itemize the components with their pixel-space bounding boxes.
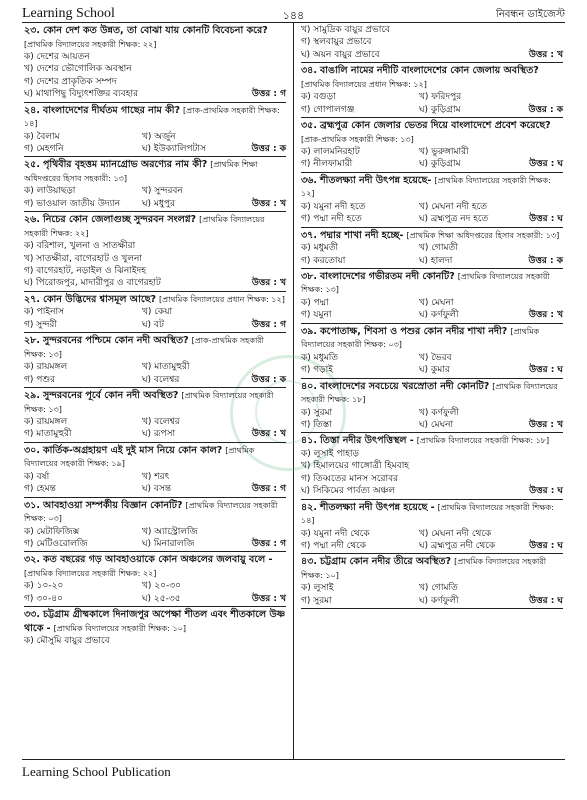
question-number: ৩৮. <box>301 270 317 282</box>
question-source: [প্রাথমিক বিদ্যালয়ের সহকারী শিক্ষক: ২২] <box>24 215 265 238</box>
answer-label: উত্তর : খ <box>528 49 563 60</box>
page-header <box>22 6 565 20</box>
option-row <box>24 143 286 155</box>
option-row <box>301 460 563 472</box>
option-row <box>301 297 563 309</box>
question-source: [প্রাথমিক বিদ্যালয়ের প্রধান শিক্ষক: ১২] <box>159 294 285 304</box>
option: ক) বরিশাল, খুলনা ও সাতক্ষীরা <box>24 241 136 252</box>
option-row <box>24 253 286 265</box>
question-stem: চট্টগ্রাম কোন নদীর তীরে অবস্থিত? <box>319 556 452 568</box>
question-block <box>301 119 563 173</box>
question-block <box>301 380 563 434</box>
option: ক) মধুমতি <box>301 352 339 363</box>
option: খ) ভৈরব <box>419 352 452 363</box>
option: ঘ) বট <box>142 319 164 330</box>
question-separator <box>301 432 563 433</box>
question-source: [প্রাথমিক বিদ্যালয়ের সহকারী শিক্ষক: ১৯] <box>24 445 255 469</box>
option: খ) ২০-৩০ <box>142 581 181 592</box>
option-row <box>24 635 286 647</box>
answer-label: উত্তর : খ <box>251 593 286 604</box>
option: ঘ) কুড়িগ্রাম <box>419 104 461 115</box>
question-stem: ব্রহ্মপুত্র কোন জেলার ভেতর দিয়ে বাংলাদেশে প্রবেশ করেছে? <box>319 120 551 132</box>
question-text <box>24 158 286 185</box>
question-stem: কোন দেশ কত উন্নত, তা বোঝা যায় কোনটি বিবেচনা করে? <box>43 25 268 36</box>
question-text <box>301 270 563 297</box>
option-row <box>24 593 286 605</box>
option: ক) মেটাফিজিক্স <box>24 526 80 537</box>
question-block <box>24 389 286 443</box>
option-row <box>301 528 563 540</box>
question-text <box>24 499 286 526</box>
page-footer: Learning School Publication <box>22 764 171 779</box>
option-row <box>24 471 286 483</box>
option: খ) সাতক্ষীরা, বাগেরহাট ও খুলনা <box>24 253 143 264</box>
question-source: [প্রাথমিক বিদ্যালয়ের সহকারী শিক্ষক: ১৩] <box>301 271 550 295</box>
option: গ) যমুনা <box>301 310 332 321</box>
option: খ) দেশের ভৌগোলিক অবস্থান <box>24 64 132 75</box>
question-text <box>301 325 563 352</box>
question-text <box>301 174 563 201</box>
question-block <box>24 334 286 388</box>
question-number: ৪১. <box>301 435 317 447</box>
option-row <box>24 526 286 538</box>
option: গ) সুরমা <box>301 595 332 606</box>
question-separator <box>24 156 286 157</box>
question-stem: কপোতাক্ষ, শিবসা ও পশুর কোন নদীর শাখা নদী? <box>319 325 508 337</box>
question-block <box>301 325 563 379</box>
answer-label: উত্তর : ঘ <box>529 214 563 225</box>
option: ক) যমুনা নদী হতে <box>301 201 366 212</box>
question-block <box>24 608 286 647</box>
option: গ) মেহগনি <box>24 144 64 155</box>
question-source: [প্রাথমিক বিদ্যালয়ের সহকারী শিক্ষক: ২২] <box>24 568 157 578</box>
option: ক) সুরমা <box>301 407 333 418</box>
question-text <box>301 380 563 407</box>
question-stem: বাংলাদেশের গভীরতম নদী কোনটি? <box>319 270 455 282</box>
question-stem: পদ্মার শাখা নদী হচ্ছে- <box>320 229 404 241</box>
question-number: ৪২. <box>301 501 317 513</box>
question-stem: কত বছরের গড় আবহাওয়াকে কোন অঞ্চলের জলবায়ু বলে - <box>43 554 273 566</box>
question-block <box>301 434 563 499</box>
answer-label: উত্তর : ক <box>528 255 563 266</box>
option: খ) মেঘনা <box>419 297 454 308</box>
option: ক) ১০-২০ <box>24 581 64 592</box>
question-separator <box>301 499 563 500</box>
question-number: ৩৫. <box>301 120 317 132</box>
question-source: [প্রাক-প্রাথমিক সহকারী শিক্ষক: ১৩] <box>301 134 414 144</box>
option: গ) পদ্মা নদী থেকে <box>301 540 367 551</box>
option-row <box>301 595 563 607</box>
answer-label: উত্তর : ক <box>528 104 563 115</box>
option: গ) বাগেরহাট, নড়াইল ও ঝিনাইদহ <box>24 266 146 277</box>
answer-label: উত্তর : ঘ <box>529 540 563 551</box>
question-block <box>301 229 563 269</box>
question-separator <box>24 102 286 103</box>
option: ঘ) ২৫-৩৫ <box>142 593 181 604</box>
option: খ) অ্যাস্ট্রোলজি <box>142 526 198 537</box>
option-row <box>24 374 286 386</box>
option: গ) পদ্মা নদী হতে <box>301 214 362 225</box>
option-row <box>301 255 563 267</box>
answer-label: উত্তর : ক <box>251 374 286 385</box>
answer-label: উত্তর : গ <box>251 539 286 550</box>
answer-label: উত্তর : ঘ <box>529 486 563 497</box>
question-separator <box>24 551 286 552</box>
option: ঘ) রূপসা <box>142 429 176 440</box>
option: খ) মেঘনা নদী হতে <box>419 201 487 212</box>
option-row <box>24 131 286 143</box>
question-separator <box>24 291 286 292</box>
option-row <box>301 91 563 103</box>
option-row <box>24 319 286 331</box>
answer-label: উত্তর : গ <box>251 484 286 495</box>
option: ক) লালমনিরহাট <box>301 147 360 158</box>
question-number: ২৪. <box>24 104 40 116</box>
question-block <box>24 213 286 292</box>
question-number: ২৮. <box>24 335 40 347</box>
question-stem: কোন উদ্ভিদের শ্বাসমূল আছে? <box>43 293 156 305</box>
question-text <box>24 24 286 51</box>
question-separator <box>301 62 563 63</box>
question-text <box>24 334 286 361</box>
question-source: [প্রাথমিক বিদ্যালয়ের সহকারী শিক্ষক: ১৮] <box>301 381 558 405</box>
option-row <box>301 582 563 594</box>
option: গ) পশুর <box>24 374 56 385</box>
option: ক) বগুড়া <box>301 92 336 103</box>
question-text <box>301 64 563 91</box>
option: ক) মধুমতী <box>301 243 339 254</box>
question-number: ২৭. <box>24 293 40 305</box>
question-source: [প্রাথমিক বিদ্যালয়ের সহকারী শিক্ষক: ১০] <box>301 557 547 580</box>
answer-label: উত্তর : খ <box>528 310 563 321</box>
option: ঘ) কুড়িগ্রাম <box>419 159 461 170</box>
question-text <box>301 119 563 146</box>
option: খ) অর্জুন <box>142 131 176 142</box>
option-row <box>24 198 286 210</box>
option-row <box>301 448 563 460</box>
option: গ) মাতামুহুরী <box>24 429 72 440</box>
question-block <box>24 444 286 498</box>
option: ক) রায়মঙ্গল <box>24 362 68 373</box>
question-separator <box>24 442 286 443</box>
question-source: [প্রাথমিক বিদ্যালয়ের সহকারী শিক্ষক: ২২] <box>24 39 157 49</box>
answer-label: উত্তর : খ <box>251 429 286 440</box>
option: ঘ) কুমার <box>419 365 450 376</box>
option: ক) লাউয়াছড়া <box>24 186 76 197</box>
option: ক) বর্ষা <box>24 471 50 482</box>
header-left: Learning School <box>22 6 115 21</box>
answer-label: উত্তর : গ <box>251 89 286 100</box>
option-row <box>301 213 563 225</box>
question-stem: বাঙালি নামের নদীটি বাংলাদেশের কোন জেলায় অবস্থিত? <box>319 65 539 77</box>
option-row <box>24 240 286 252</box>
question-source: [প্রাক-প্রাথমিক সহকারী শিক্ষক: ১৪] <box>24 105 280 129</box>
option: ঘ) কর্ণফুলী <box>419 595 459 606</box>
question-block <box>24 553 286 607</box>
option: গ) ভাওয়াল জাতীয় উদ্যান <box>24 198 121 209</box>
option: খ) মাতামুহুরী <box>142 362 190 373</box>
option: ক) লুসাই পাহাড় <box>301 448 359 459</box>
option: গ) গোপালগঞ্জ <box>301 104 355 115</box>
footer-rule <box>22 759 565 760</box>
question-separator <box>301 323 563 324</box>
option-row <box>24 277 286 289</box>
question-number: ৩৬. <box>301 174 317 186</box>
option-row <box>24 306 286 318</box>
header-right: নিবন্ধন ডাইজেস্ট <box>496 9 565 20</box>
question-block <box>301 174 563 228</box>
option: ঘ) মধুপুর <box>142 198 176 209</box>
question-text <box>24 104 286 131</box>
question-block <box>24 24 286 103</box>
question-block <box>301 270 563 324</box>
question-source: [প্রাথমিক বিদ্যালয়ের প্রধান শিক্ষক: ১২] <box>301 79 427 89</box>
question-text <box>301 434 563 448</box>
question-source: [প্রাক-প্রাথমিক সহকারী শিক্ষক: ১৩] <box>24 336 264 359</box>
option: খ) সামুদ্রিক বায়ুর প্রভাবে <box>301 25 390 35</box>
answer-label: উত্তর : খ <box>251 278 286 289</box>
question-block <box>301 64 563 118</box>
option: খ) সুন্দরবন <box>142 186 183 197</box>
option: ঘ) অয়ন বায়ুর প্রভাবে <box>301 49 380 60</box>
question-stem: পৃথিবীর বৃহত্তম ম্যানগ্রোভ অরণ্যের নাম কী? <box>42 159 208 171</box>
question-block <box>24 158 286 212</box>
option: গ) স্থলবায়ুর প্রভাবে <box>301 37 372 48</box>
question-text <box>24 553 286 580</box>
option-row <box>24 51 286 63</box>
option-row <box>24 361 286 373</box>
question-source: [প্রাথমিক বিদ্যালয়ের সহকারী শিক্ষক: ১৮] <box>416 436 550 446</box>
option-row <box>301 49 563 61</box>
option: ঘ) কর্ণফুলী <box>419 310 459 321</box>
answer-label: উত্তর : ঘ <box>529 159 563 170</box>
question-text <box>301 501 563 528</box>
question-stem: সুন্দরবনের পূর্বে কোন নদী অবস্থিত? <box>42 390 179 401</box>
option: ক) দেশের আয়তন <box>24 52 90 62</box>
right-column <box>301 24 563 610</box>
option: গ) গড়াই <box>301 365 333 376</box>
question-stem: শীতলক্ষ্যা নদী উৎপন্ন হয়েছে - <box>319 501 435 513</box>
option: খ) গোমতী <box>419 243 458 254</box>
question-block <box>24 499 286 553</box>
option: ক) মৌসুমি বায়ুর প্রভাবে <box>24 636 110 647</box>
question-source: [প্রাথমিক বিদ্যালয়ের সহকারী শিক্ষক: ১২] <box>301 175 551 199</box>
option-row <box>301 540 563 552</box>
answer-label: উত্তর : গ <box>251 319 286 330</box>
question-block <box>24 104 286 158</box>
continued-options <box>301 24 563 63</box>
answer-label: উত্তর : খ <box>528 420 563 430</box>
question-number: ৩১. <box>24 499 40 511</box>
option: ক) পাইনাস <box>24 307 64 318</box>
question-separator <box>301 268 563 269</box>
option-row <box>301 201 563 213</box>
question-number: ৩৩. <box>24 609 40 621</box>
option-row <box>24 265 286 277</box>
question-stem: নিচের কোন জেলাগুচ্ছ সুন্দরবন সংলগ্ন? <box>43 214 197 226</box>
option: গ) দেশের প্রাকৃতিক সম্পদ <box>24 76 117 87</box>
question-source: [প্রাথমিক শিক্ষা অধিদপ্তরের হিসাব সহকারী: ১৩] <box>24 160 258 183</box>
question-stem: বাংলাদেশের দীর্ঘতম গাছের নাম কী? <box>42 104 180 116</box>
option-row <box>24 580 286 592</box>
option-row <box>301 407 563 419</box>
option-row <box>301 104 563 116</box>
option-row <box>301 146 563 158</box>
question-stem: সুন্দরবনের পশ্চিমে কোন নদী অবস্থিত? <box>42 335 189 347</box>
question-separator <box>301 608 563 609</box>
option-row <box>301 419 563 431</box>
option: ঘ) পিরোজপুর, মাদারীপুর ও বাগেরহাট <box>24 278 161 289</box>
option-row <box>301 24 563 36</box>
left-column <box>24 24 286 648</box>
question-source: [প্রাথমিক বিদ্যালয়ের সহকারী শিক্ষক: ১৪] <box>301 502 554 526</box>
option: খ) শরৎ <box>142 471 170 482</box>
option-row <box>24 76 286 88</box>
question-stem: আবহাওয়া সম্পর্কীয় বিজ্ঞান কোনটি? <box>42 499 183 511</box>
question-stem: কার্তিক-অগ্রহায়ণ এই দুই মাস নিয়ে কোন কাল? <box>43 444 223 456</box>
option: খ) ভুরুঙ্গামারী <box>419 147 469 158</box>
question-number: ৩০. <box>24 444 40 456</box>
question-source: [প্রাথমিক বিদ্যালয়ের সহকারী শিক্ষক: ১৩] <box>24 391 274 414</box>
question-number: ৪৩. <box>301 556 317 568</box>
question-separator <box>301 553 563 554</box>
option-row <box>24 63 286 75</box>
question-separator <box>301 172 563 173</box>
option-row <box>301 158 563 170</box>
option-row <box>24 538 286 550</box>
option: খ) গোমতি <box>419 583 458 594</box>
option-row <box>301 352 563 364</box>
question-text <box>301 555 563 582</box>
page-number: ১৪৪ <box>282 9 305 22</box>
option-row <box>24 185 286 197</box>
answer-label: উত্তর : ঘ <box>529 365 563 376</box>
question-text <box>301 229 563 243</box>
question-source: [প্রাথমিক বিদ্যালয়ের সহকারী শিক্ষক: ০৩] <box>24 500 278 524</box>
option: ঘ) বলেশ্বর <box>142 374 180 385</box>
question-stem: শীতলক্ষ্যা নদী উৎপন্ন হয়েছে- <box>320 174 432 186</box>
option: খ) বলেশ্বর <box>142 417 180 427</box>
option: ক) পদ্মা <box>301 297 329 308</box>
option: খ) কর্ণফুলী <box>419 407 459 418</box>
option: ক) বৈলাম <box>24 131 60 142</box>
option-row <box>301 36 563 48</box>
option: ঘ) হালদা <box>419 255 453 266</box>
question-separator <box>301 117 563 118</box>
option: গ) করতোয়া <box>301 255 346 266</box>
option: গ) নীলফামারী <box>301 159 353 170</box>
question-stem: বাংলাদেশের সবচেয়ে খরস্রোতা নদী কোনটি? <box>319 380 490 392</box>
question-separator <box>301 378 563 379</box>
option-row <box>24 88 286 100</box>
option-row <box>301 364 563 376</box>
question-separator <box>301 227 563 228</box>
answer-label: উত্তর : খ <box>251 198 286 209</box>
question-separator <box>24 332 286 333</box>
question-stem: চট্টগ্রাম গ্রীষ্মকালে দিনাজপুর অপেক্ষা শীতল এবং শীতকালে উষ্ণ থাকে - <box>24 609 286 634</box>
option: গ) মেটিওরোলজি <box>24 539 88 550</box>
question-text <box>24 213 286 240</box>
question-separator <box>24 387 286 388</box>
question-stem: তিস্তা নদীর উৎপত্তিস্থল - <box>319 435 414 447</box>
question-separator <box>24 606 286 607</box>
option: ক) লুসাই <box>301 583 334 594</box>
question-text <box>24 444 286 471</box>
question-number: ৩২. <box>24 554 40 566</box>
option: ঘ) ব্রহ্মপুত্র নদী থেকে <box>419 540 496 551</box>
option: গ) হেমন্ত <box>24 484 56 495</box>
question-block <box>301 555 563 609</box>
option: ঘ) মেঘনা <box>419 420 454 430</box>
option: খ) মেঘনা নদী থেকে <box>419 528 492 539</box>
option: গ) তিব্বতের মানস সরোবর <box>301 473 399 484</box>
option: ঘ) ব্রহ্মপুত্র নদ হতে <box>419 214 489 225</box>
option: ঘ) মাথাপিছু বিদ্যুৎশক্তির ব্যবহার <box>24 89 139 100</box>
question-block <box>301 501 563 555</box>
option: খ) কেয়া <box>142 307 173 318</box>
option: ঘ) মিনারালজি <box>142 539 195 550</box>
option: খ) ফরিদপুর <box>419 92 462 103</box>
option-row <box>301 473 563 485</box>
option: ঘ) ইউক্যালিপটাস <box>142 144 206 155</box>
option-row <box>301 242 563 254</box>
question-number: ২৯. <box>24 390 40 401</box>
option-row <box>24 428 286 440</box>
question-number: ৪০. <box>301 380 317 392</box>
option-row <box>24 416 286 428</box>
question-text <box>24 389 286 416</box>
question-number: ২৫. <box>24 159 40 171</box>
question-text <box>24 608 286 635</box>
answer-label: উত্তর : ক <box>251 144 286 155</box>
question-number: ২৬. <box>24 214 40 226</box>
option-row <box>24 483 286 495</box>
question-number: ২৩. <box>24 25 40 36</box>
option: গ) সুন্দরী <box>24 319 57 330</box>
question-number: ৩৭. <box>301 229 317 241</box>
question-source: [প্রাথমিক বিদ্যালয়ের সহকারী শিক্ষক: ০৩] <box>301 326 540 350</box>
option: ক) রায়মঙ্গল <box>24 417 68 427</box>
option: গ) ৩০-৪০ <box>24 593 63 604</box>
question-separator <box>24 211 286 212</box>
question-number: ৩৪. <box>301 65 317 77</box>
option: খ) হিমালয়ের গাঙ্গোত্রী হিমবাহ <box>301 461 410 472</box>
question-number: ৩৯. <box>301 325 317 337</box>
option: ঘ) বসন্ত <box>142 484 172 495</box>
option-row <box>301 309 563 321</box>
question-text <box>24 293 286 307</box>
answer-label: উত্তর : ঘ <box>529 595 563 606</box>
option: গ) তিস্তা <box>301 420 332 430</box>
question-block <box>24 293 286 333</box>
option: ক) যমুনা নদী থেকে <box>301 528 370 539</box>
question-source: [প্রাথমিক শিক্ষা অধিদপ্তরের হিসাব সহকারী: ১৩] <box>406 230 560 240</box>
option: ঘ) সিকিমের পার্বত্য অঞ্চল <box>301 486 396 497</box>
option-row <box>301 485 563 497</box>
question-source: [প্রাথমিক বিদ্যালয়ের সহকারী শিক্ষক: ১০] <box>53 623 187 633</box>
question-separator <box>24 497 286 498</box>
